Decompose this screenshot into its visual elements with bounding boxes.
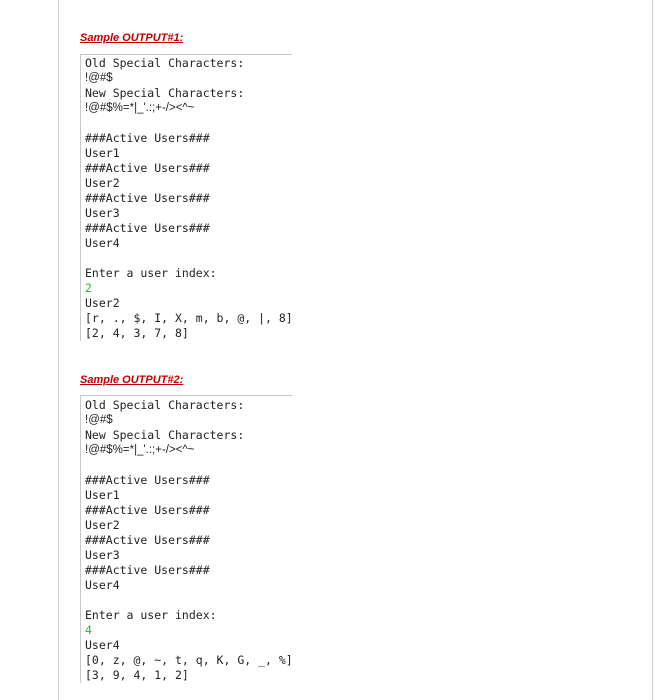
sample1-user-name: User3 [85, 206, 120, 220]
sample1-user-name: User4 [85, 236, 120, 250]
sample2-prompt: Enter a user index: [85, 608, 217, 622]
sample1-user-name: User1 [85, 146, 120, 160]
sample2-user-name: User3 [85, 548, 120, 562]
sample2-user-header: ###Active Users### [85, 503, 210, 517]
sample1-user-header: ###Active Users### [85, 221, 210, 235]
sample1-prompt: Enter a user index: [85, 266, 217, 280]
sample1-result-user: User2 [85, 296, 120, 310]
sample2-old-chars: !@#$ [85, 414, 113, 426]
sample2-old-label: Old Special Characters: [85, 398, 245, 412]
sample1-new-label: New Special Characters: [85, 86, 245, 100]
sample2-user-name: User2 [85, 518, 120, 532]
sample1-user-name: User2 [85, 176, 120, 190]
sample1-old-chars: !@#$ [85, 72, 113, 84]
sample2-user-input: 4 [85, 623, 92, 637]
sample1-user-header: ###Active Users### [85, 191, 210, 205]
sample2-new-chars: !@#$%=*|_'.:;+-/><^~ [85, 444, 195, 456]
sample1-heading: Sample OUTPUT#1: [80, 32, 184, 44]
sample2-heading: Sample OUTPUT#2: [80, 374, 184, 386]
sample2-user-header: ###Active Users### [85, 473, 210, 487]
sample1-user-input: 2 [85, 281, 92, 295]
sample2-output-block [80, 395, 292, 683]
sample1-output-block [80, 54, 292, 341]
sample1-num-list: [2, 4, 3, 7, 8] [85, 326, 189, 340]
sample2-user-name: User1 [85, 488, 120, 502]
sample2-user-header: ###Active Users### [85, 533, 210, 547]
sample2-chars-list: [0, z, @, ~, t, q, K, G, _, %] [85, 653, 293, 667]
sample2-num-list: [3, 9, 4, 1, 2] [85, 668, 189, 682]
sample1-old-label: Old Special Characters: [85, 56, 245, 70]
sample1-user-header: ###Active Users### [85, 161, 210, 175]
sample2-user-header: ###Active Users### [85, 563, 210, 577]
sample2-user-name: User4 [85, 578, 120, 592]
sample2-new-label: New Special Characters: [85, 428, 245, 442]
sample1-user-header: ###Active Users### [85, 131, 210, 145]
sample1-new-chars: !@#$%=*|_'.:;+-/><^~ [85, 102, 195, 114]
sample1-chars-list: [r, ., $, I, X, m, b, @, |, 8] [85, 311, 293, 325]
sample2-result-user: User4 [85, 638, 120, 652]
